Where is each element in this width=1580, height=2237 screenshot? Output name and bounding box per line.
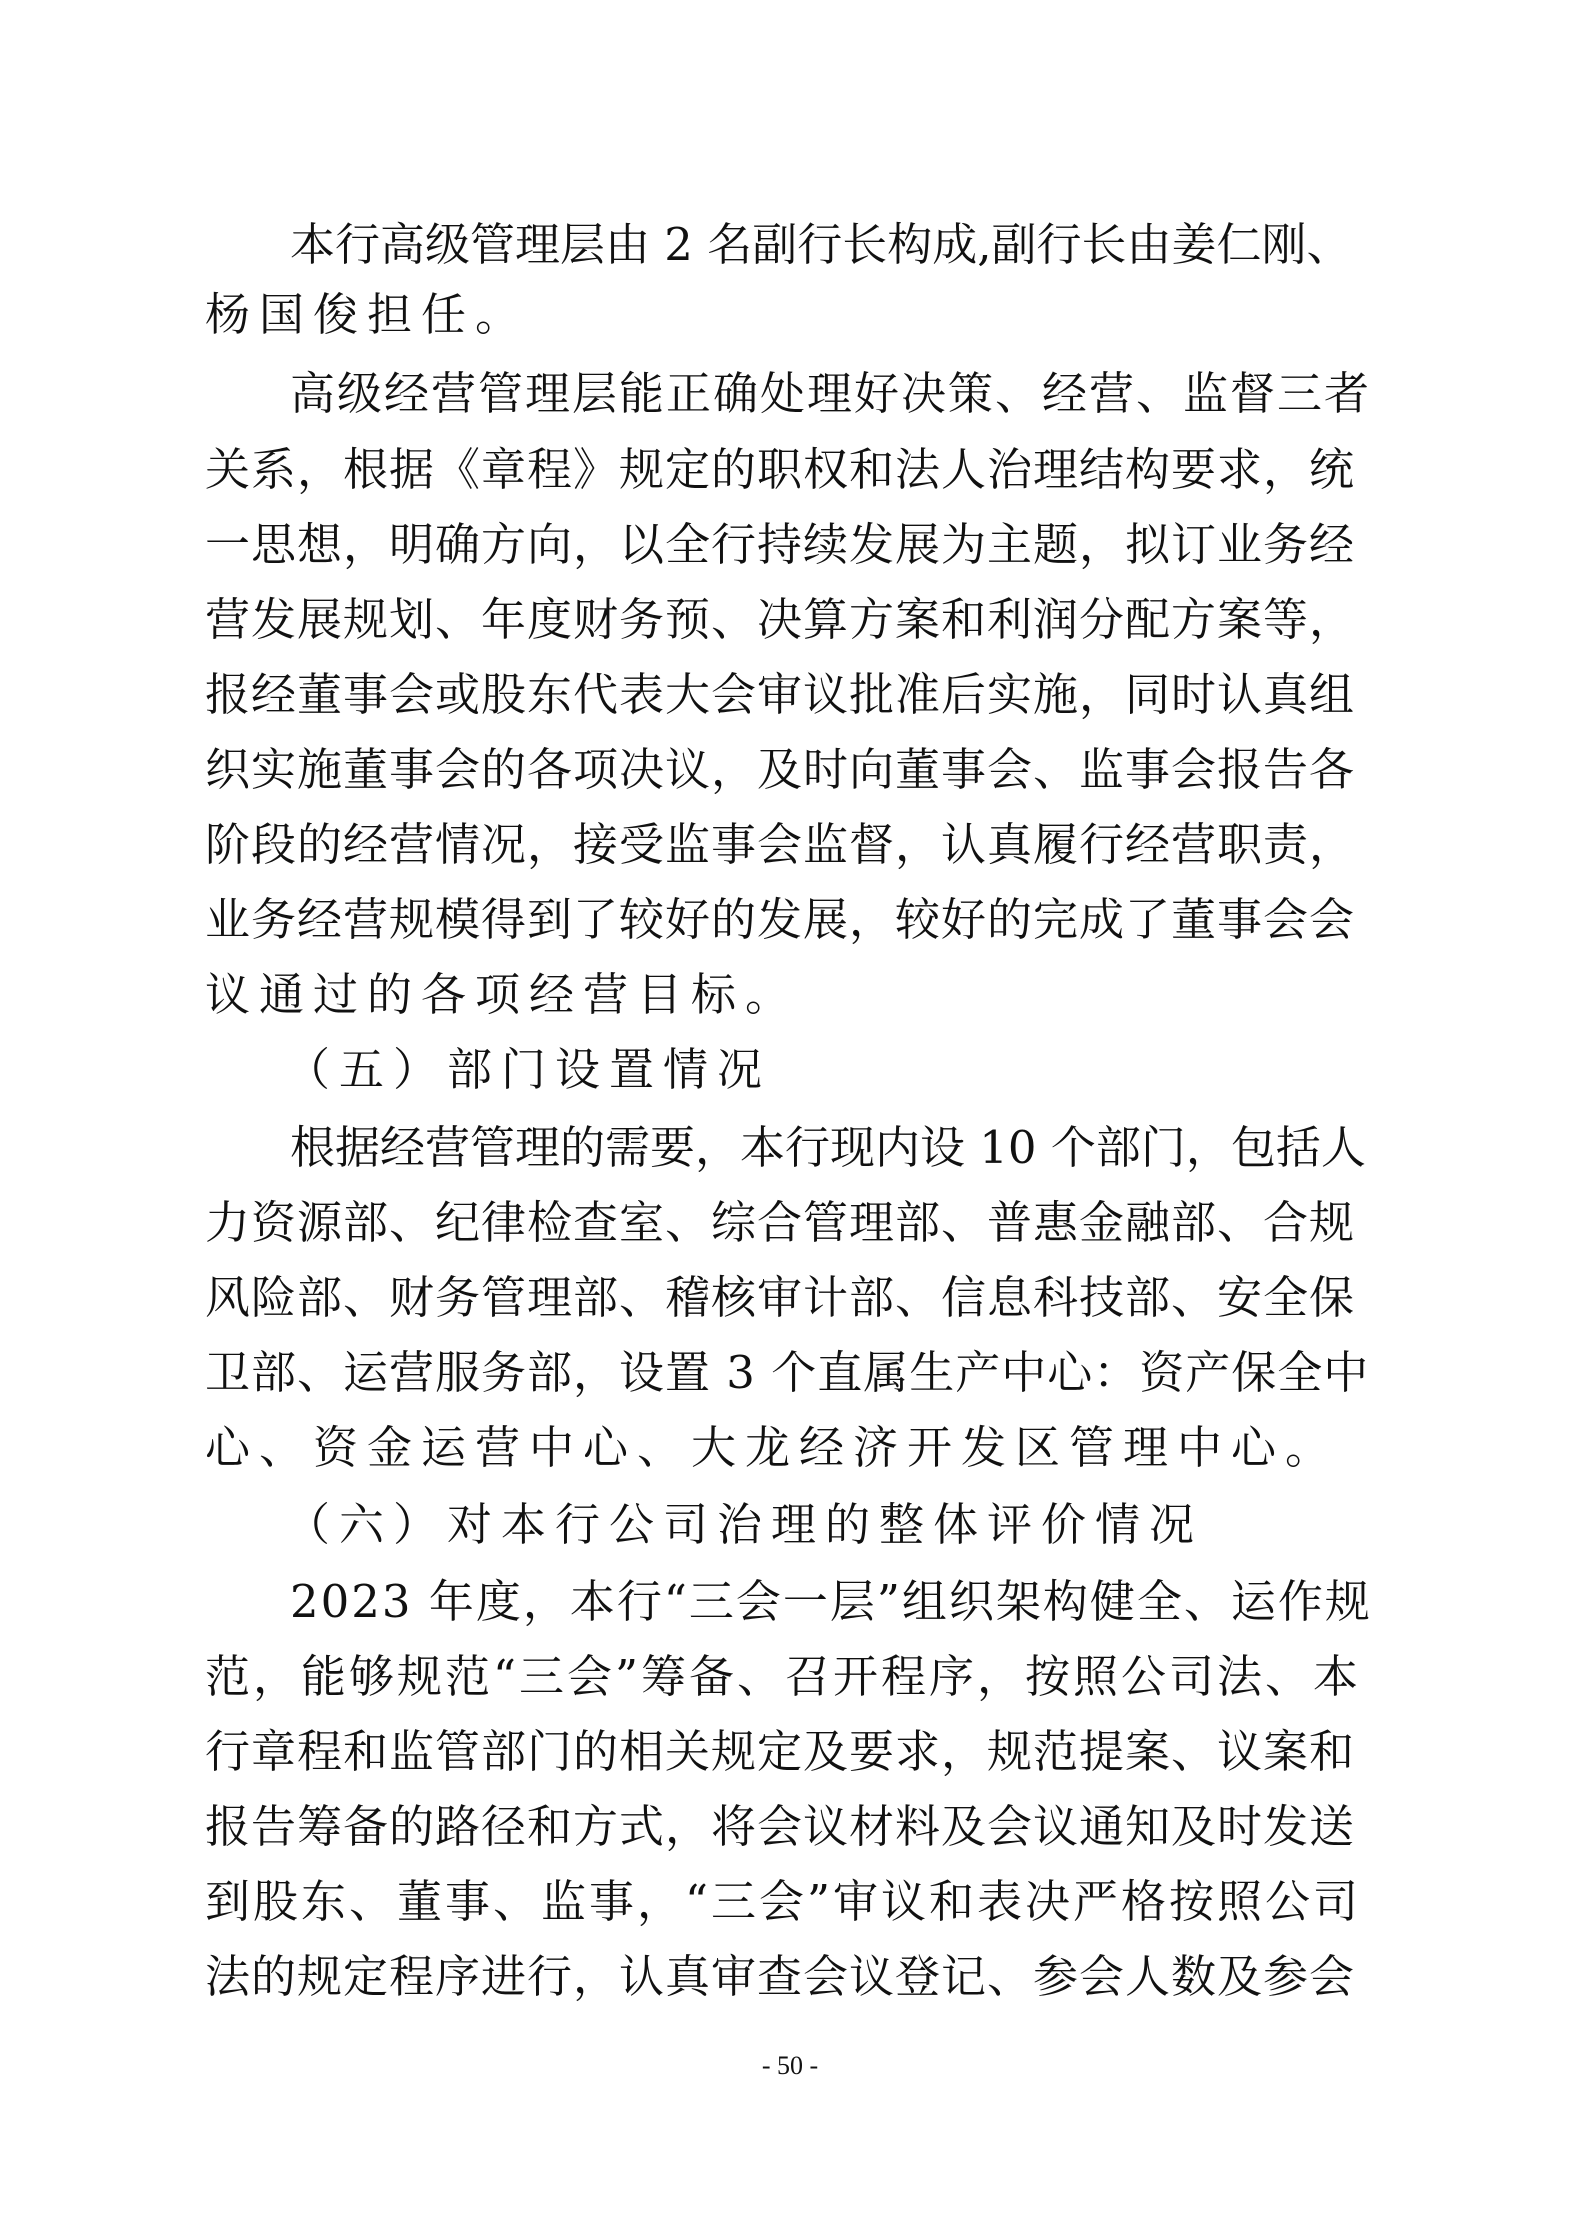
paragraph-line: 议通过的各项经营目标。 xyxy=(205,968,800,1021)
paragraph-line: 力资源部、纪律检查室、综合管理部、普惠金融部、合规 xyxy=(205,1196,1356,1249)
paragraph-line: 营发展规划、年度财务预、决算方案和利润分配方案等， xyxy=(205,593,1356,646)
section-heading: （五）部门设置情况 xyxy=(285,1043,772,1096)
paragraph-line: 报经董事会或股东代表大会审议批准后实施，同时认真组 xyxy=(205,668,1356,721)
paragraph-line: 心、资金运营中心、大龙经济开发区管理中心。 xyxy=(205,1421,1340,1474)
page-number: - 50 - xyxy=(761,2051,819,2080)
paragraph-line: 到股东、董事、监事，“三会”审议和表决严格按照公司 xyxy=(205,1875,1362,1928)
paragraph-line: 杨国俊担任。 xyxy=(205,288,530,341)
paragraph-line: 高级经营管理层能正确处理好决策、经营、监督三者 xyxy=(290,367,1372,420)
paragraph-line: 2023 年度，本行“三会一层”组织架构健全、运作规 xyxy=(290,1575,1372,1628)
paragraph-line: 本行高级管理层由 2 名副行长构成,副行长由姜仁刚、 xyxy=(290,218,1352,271)
paragraph-line: 阶段的经营情况，接受监事会监督，认真履行经营职责， xyxy=(205,818,1356,871)
paragraph-line: 行章程和监管部门的相关规定及要求，规范提案、议案和 xyxy=(205,1725,1356,1778)
paragraph-line: 织实施董事会的各项决议，及时向董事会、监事会报告各 xyxy=(205,743,1356,796)
paragraph-line: 关系，根据《章程》规定的职权和法人治理结构要求，统 xyxy=(205,443,1356,496)
paragraph-line: 一思想，明确方向，以全行持续发展为主题，拟订业务经 xyxy=(205,518,1356,571)
section-heading: （六）对本行公司治理的整体评价情况 xyxy=(285,1498,1204,1551)
paragraph-line: 范，能够规范“三会”筹备、召开程序，按照公司法、本 xyxy=(205,1650,1362,1703)
paragraph-line: 卫部、运营服务部，设置 3 个直属生产中心：资产保全中 xyxy=(205,1346,1370,1399)
paragraph-line: 法的规定程序进行，认真审查会议登记、参会人数及参会 xyxy=(205,1950,1356,2003)
paragraph-line: 根据经营管理的需要，本行现内设 10 个部门，包括人 xyxy=(290,1121,1366,1174)
paragraph-line: 业务经营规模得到了较好的发展，较好的完成了董事会会 xyxy=(205,893,1356,946)
paragraph-line: 风险部、财务管理部、稽核审计部、信息科技部、安全保 xyxy=(205,1271,1356,1324)
paragraph-line: 报告筹备的路径和方式，将会议材料及会议通知及时发送 xyxy=(205,1800,1356,1853)
